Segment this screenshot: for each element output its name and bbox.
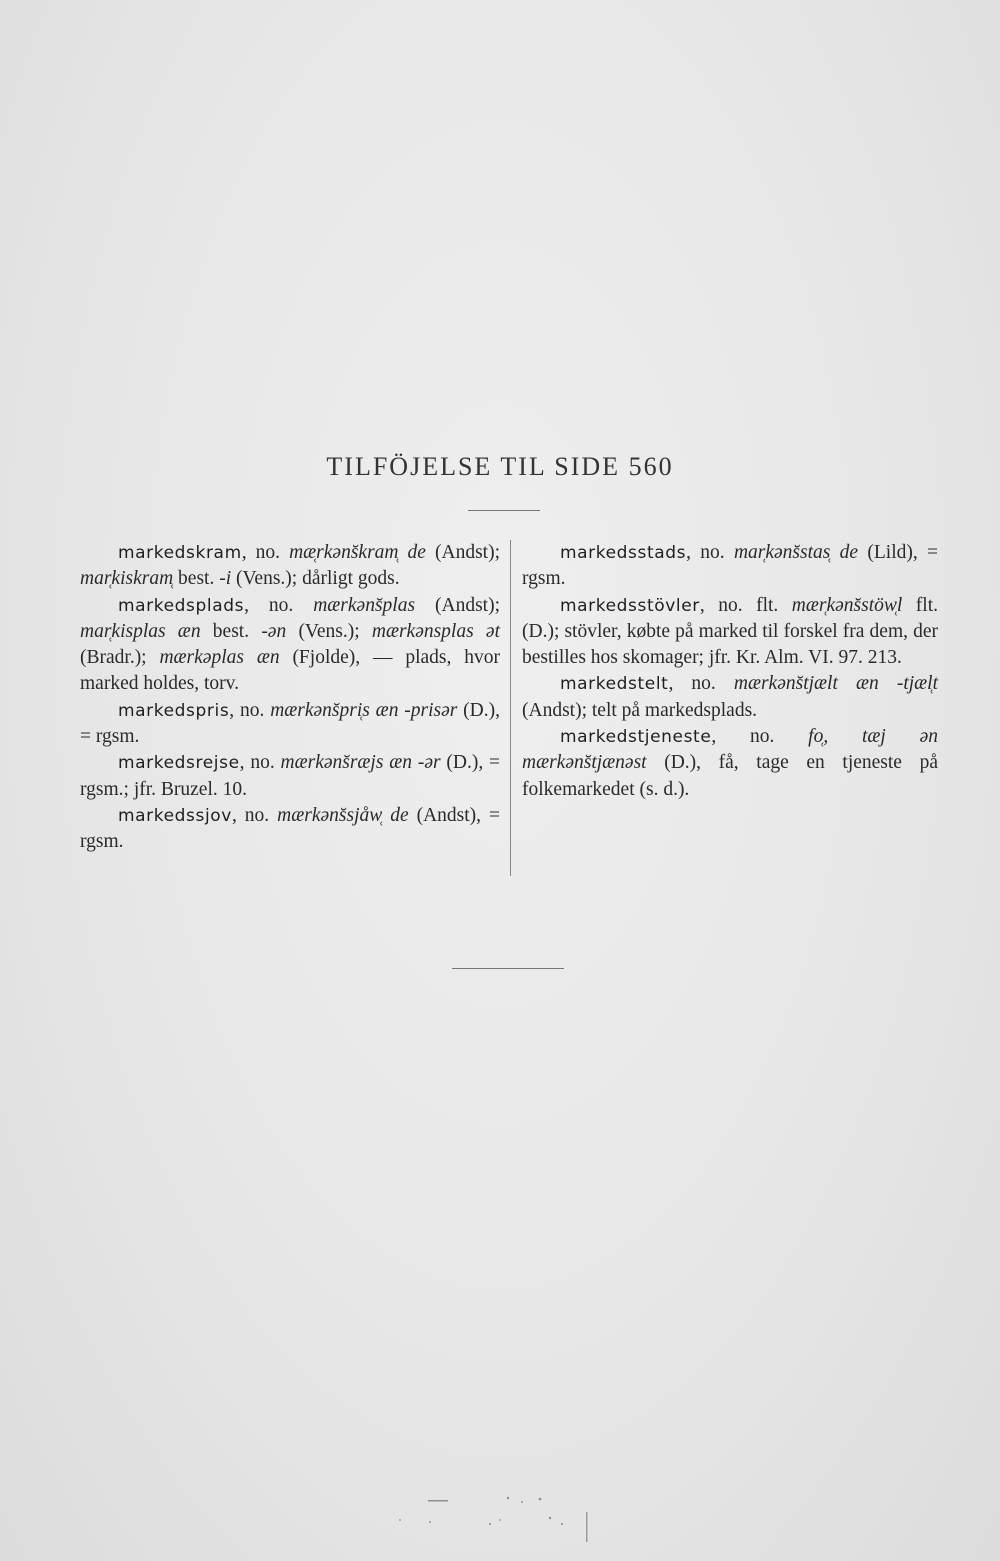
entry-text: , no. [239,752,281,774]
dictionary-entry [522,671,938,724]
entry-text: , no. [241,542,290,563]
dictionary-entry [80,803,500,856]
entry-pronunciation: -ən [261,620,287,642]
dictionary-entry [80,698,500,751]
dictionary-entry [80,593,500,698]
entry-pronunciation: mærkənsplas ət [371,620,500,642]
column-divider [510,540,511,876]
entry-text: (Lild), = rgsm. [522,542,939,590]
entry-text: (Andst); [415,594,500,616]
entry-pronunciation: mærkəns̆plas [313,594,416,616]
entry-text: best. [173,568,220,590]
entry-headword: markedsplads [118,595,245,616]
entry-text: , no. [231,804,278,826]
dictionary-entry [522,724,938,803]
entry-text: (Andst), = rgsm. [80,804,501,853]
entry-pronunciation: mærkəplas æn [159,647,280,669]
entry-text: (D.), = rgsm. [80,699,501,748]
entry-pronunciation: mærkəns̆pri̜s æn -prisər [270,699,458,721]
entry-pronunciation: mæ̜rkəns̆kram̜ de [289,542,426,563]
entry-text: (D.), få, tage en tjeneste på folkemarkedet (s. d.). [522,752,938,800]
entry-pronunciation: mar̜kəns̆stas̜ de [733,542,859,563]
entry-text: (Andst); [425,542,500,563]
entry-text: flt. (D.); stövler, købte på marked til forskel fra dem, der bestilles hos skomager; jfr. Kr. Alm. VI. 97. 213. [522,594,938,669]
entry-text: (Vens.); [286,620,372,642]
entry-text: , no. [686,542,734,563]
entry-text: , no. [244,594,314,616]
entry-headword: markedspris [118,700,230,721]
entry-pronunciation: mær̜kəns̆stöw̜l [791,594,903,616]
entry-headword: markedskram [118,543,242,563]
dictionary-entry [522,593,938,672]
left-column [80,540,500,856]
entry-text: , no. [229,699,271,721]
entry-text: (Andst); telt på markedsplads. [522,699,758,721]
end-rule [452,968,564,969]
entry-pronunciation: mærkəns̆sjåw̜ de [277,804,409,826]
entry-text: best. [200,620,262,642]
entry-pronunciation: mar̜kiskram̜ [80,568,174,590]
page-title: TILFÖJELSE TIL SIDE 560 [326,452,674,481]
dictionary-entry [80,540,500,593]
entry-text: , no. flt. [699,594,792,616]
entry-text: (D.), = rgsm.; jfr. Bruzel. 10. [80,752,500,800]
entry-headword: markedssjov [118,805,232,826]
entry-headword: markedsstövler [560,595,700,616]
title-rule [468,510,540,511]
entry-pronunciation: mærkəns̆tjælt æn -tjæl̜t [733,673,938,695]
entry-text: (Fjolde), — plads, hvor marked holdes, torv. [80,647,500,695]
entry-pronunciation: fo̜, tæj ən mærkəns̆tjænəst [522,726,939,774]
entry-headword: markedstelt [560,674,669,695]
entry-pronunciation: mærkəns̆ræjs æn -ər [280,752,441,774]
entry-text: (Vens.); dårligt gods. [231,568,400,590]
entry-headword: markedsrejse [118,753,240,774]
entry-headword: markedsstads [560,543,687,563]
dictionary-entry [522,540,938,593]
dictionary-entry [80,750,500,803]
entry-text: (Bradr.); [80,647,160,669]
page-specks [390,1490,610,1550]
entry-text: , no. [668,673,734,695]
entry-text: , no. [711,726,809,748]
entry-pronunciation: -i [219,568,232,590]
entry-pronunciation: mar̜kisplas æn [80,620,201,642]
right-column [522,540,938,803]
entry-headword: markedstjeneste [560,727,712,748]
